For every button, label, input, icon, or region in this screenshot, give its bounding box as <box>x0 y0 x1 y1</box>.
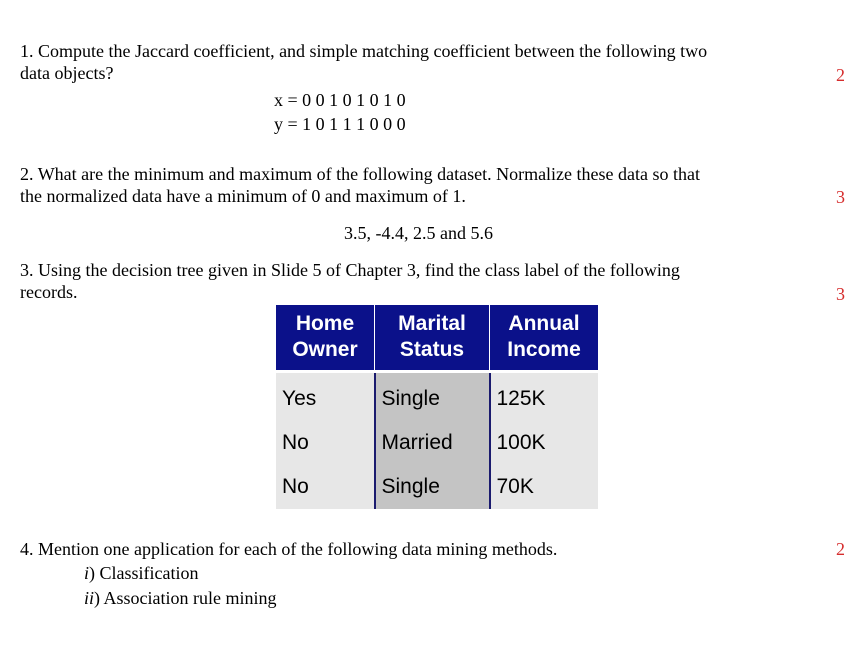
cell-home-owner: Yes <box>276 372 375 422</box>
vector-x: x = 0 0 1 0 1 0 1 0 <box>274 90 406 110</box>
question-1-line1: 1. Compute the Jaccard coefficient, and simple matching coefficient between the following two <box>20 41 708 61</box>
table-row <box>276 421 598 465</box>
question-1-line2: data objects? <box>20 63 114 83</box>
cell-home-owner: No <box>276 465 375 509</box>
question-4-item-1: i) Classification <box>84 563 199 583</box>
question-2-marks: 3 <box>836 187 845 207</box>
header-marital-status: Marital Status <box>375 305 490 372</box>
question-2 <box>20 163 830 207</box>
header-annual-income: Annual Income <box>490 305 599 372</box>
question-3-marks: 3 <box>836 284 845 304</box>
header-home-owner: Home Owner <box>276 305 375 372</box>
question-1-marks: 2 <box>836 65 845 85</box>
table-header-row <box>276 305 598 372</box>
cell-marital-status: Single <box>375 372 490 422</box>
question-2-line1: 2. What are the minimum and maximum of the following dataset. Normalize these data so that <box>20 164 700 184</box>
table-row <box>276 372 598 422</box>
records-table <box>276 305 598 509</box>
question-3 <box>20 259 830 303</box>
question-3-line2: records. <box>20 282 78 302</box>
cell-marital-status: Single <box>375 465 490 509</box>
vector-y: y = 1 0 1 1 1 0 0 0 <box>274 114 406 134</box>
question-2-line2: the normalized data have a minimum of 0 and maximum of 1. <box>20 186 466 206</box>
question-4-line1: 4. Mention one application for each of the following data mining methods. <box>20 539 558 559</box>
question-3-line1: 3. Using the decision tree given in Slide 5 of Chapter 3, find the class label of the following <box>20 260 680 280</box>
cell-annual-income: 70K <box>490 465 599 509</box>
dataset-values: 3.5, -4.4, 2.5 and 5.6 <box>344 223 493 243</box>
question-4-item-2: ii) Association rule mining <box>84 588 277 608</box>
cell-annual-income: 100K <box>490 421 599 465</box>
cell-marital-status: Married <box>375 421 490 465</box>
question-4-marks: 2 <box>836 539 845 559</box>
cell-home-owner: No <box>276 421 375 465</box>
question-1 <box>20 40 830 84</box>
cell-annual-income: 125K <box>490 372 599 422</box>
question-4 <box>20 538 830 560</box>
table-row <box>276 465 598 509</box>
